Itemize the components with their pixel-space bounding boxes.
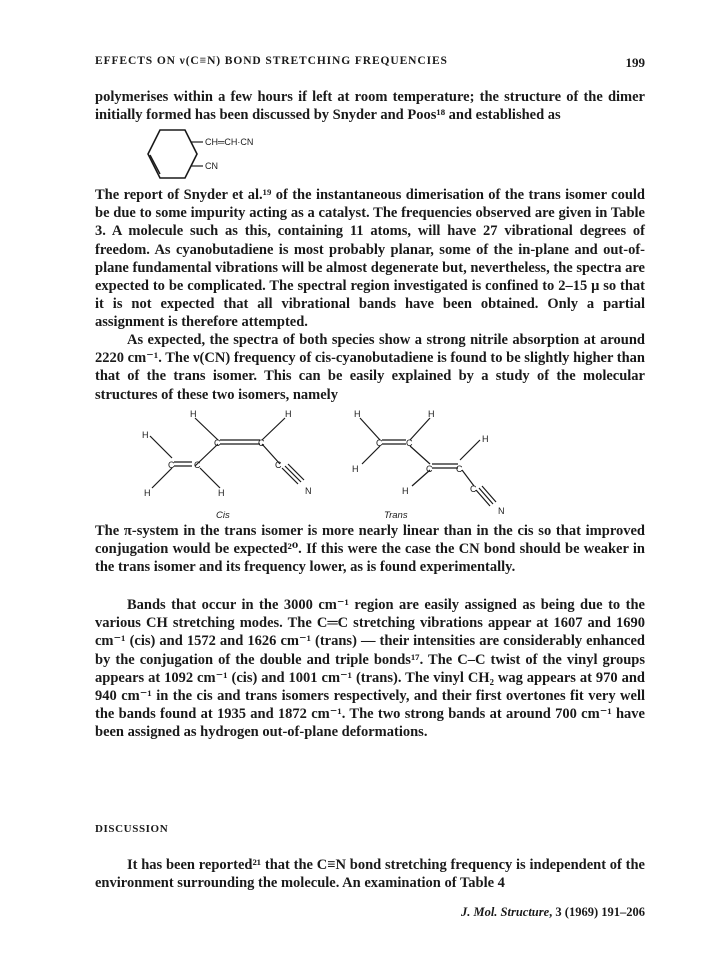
running-header [95,55,645,75]
svg-text:C: C [426,464,433,474]
paragraph-dimer-intro: polymerises within a few hours if left at room temperature; the structure of the dimer initially formed has been discussed by Snyder and Poos¹⁸ and established as [95,89,645,124]
paragraph-pi-system: The π-system in the trans isomer is more nearly linear than in the cis so that improved conjugation would be expected²⁰. If this were the case the CN bond should be weaker in the trans isomer and its frequency lower, as is found experimentally. [95,523,645,576]
cis-isomer-structure [150,418,304,488]
svg-text:C: C [376,438,383,448]
svg-text:H: H [144,488,151,498]
svg-text:C: C [406,438,413,448]
isomer-structures-diagram [140,410,520,522]
paragraph-discussion: It has been reported²¹ that the C≡N bond stretching frequency is independent of the environment surrounding the molecule. An examination of Table 4 [95,857,645,892]
paragraph-nitrile-absorption: As expected, the spectra of both species show a strong nitrile absorption at around 2220 cm⁻¹. The ν(CN) frequency of cis-cyanobutadiene is found to be slightly higher than that of the trans isomer. This can be easily explained by a study of the molecular structures of these two isomers, namely [95,332,645,403]
substituent-bottom-label: CN [205,161,218,171]
paragraph-band-assignments: Bands that occur in the 3000 cm⁻¹ region are easily assigned as being due to the various CH stretching modes. The C═C stretching vibrations appear at 1607 and 1690 cm⁻¹ (cis) and 1572 and 1626 cm⁻¹ (trans) — their intensities are considerably enhanced by the conjugation of the double and triple bonds¹⁷. The C–C twist of the vinyl groups appears at 1092 cm⁻¹ (cis) and 1001 cm⁻¹ (trans). The vinyl CH₂ wag appears at 970 and 940 cm⁻¹ in the cis and trans isomers respectively, and their first overtones fit very well the bands found at 1935 and 1872 cm⁻¹. The two strong bands at around 700 cm⁻¹ have been assigned as hydrogen out-of-plane deformations. [95,597,645,741]
svg-text:C: C [258,438,265,448]
svg-text:H: H [352,464,359,474]
svg-text:C: C [214,438,221,448]
svg-text:C: C [194,460,201,470]
journal-footer [461,905,645,920]
journal-citation: , 3 (1969) 191–206 [549,905,645,919]
substituent-top-label: CH═CH·CN [205,137,254,147]
svg-text:N: N [305,486,312,496]
svg-text:H: H [428,410,435,419]
cyclohexene-ring [148,130,197,178]
svg-text:H: H [218,488,225,498]
svg-text:H: H [142,430,149,440]
paragraph-dimerisation: The report of Snyder et al.¹⁹ of the instantaneous dimerisation of the trans isomer could be due to some impurity acting as a catalyst. The frequencies observed are given in Table 3. A molecule such as this, containing 11 atoms, will have 27 vibrational degrees of freedom. As cyanobutadiene is most probably planar, some of the in-plane and out-of-plane fundamental vibrations will be almost degenerate but, nevertheless, the spectra are expected to be complicated. The spectral region investigated is confined to 2–15 μ so that it is not expected that all vibrational bands have been obtained. Only a partial assignment is therefore attempted. [95,187,645,331]
dimer-structure-diagram [135,128,335,180]
svg-text:H: H [482,434,489,444]
page-number: 199 [625,55,645,70]
ring-double-bond [150,155,160,174]
svg-text:H: H [285,410,292,419]
journal-name: J. Mol. Structure [460,905,550,919]
atom-labels [142,410,505,516]
svg-text:H: H [354,410,361,419]
svg-text:N: N [498,506,505,516]
section-heading-discussion: DISCUSSION [95,823,169,835]
svg-text:H: H [190,410,197,419]
svg-text:C: C [275,460,282,470]
cis-label: Cis [216,510,230,521]
trans-label: Trans [384,510,408,521]
svg-text:C: C [456,464,463,474]
svg-text:C: C [470,484,477,494]
svg-text:C: C [168,460,175,470]
svg-text:H: H [402,486,409,496]
running-header-title: EFFECTS ON ν(C≡N) BOND STRETCHING FREQUENCIES [95,55,448,67]
